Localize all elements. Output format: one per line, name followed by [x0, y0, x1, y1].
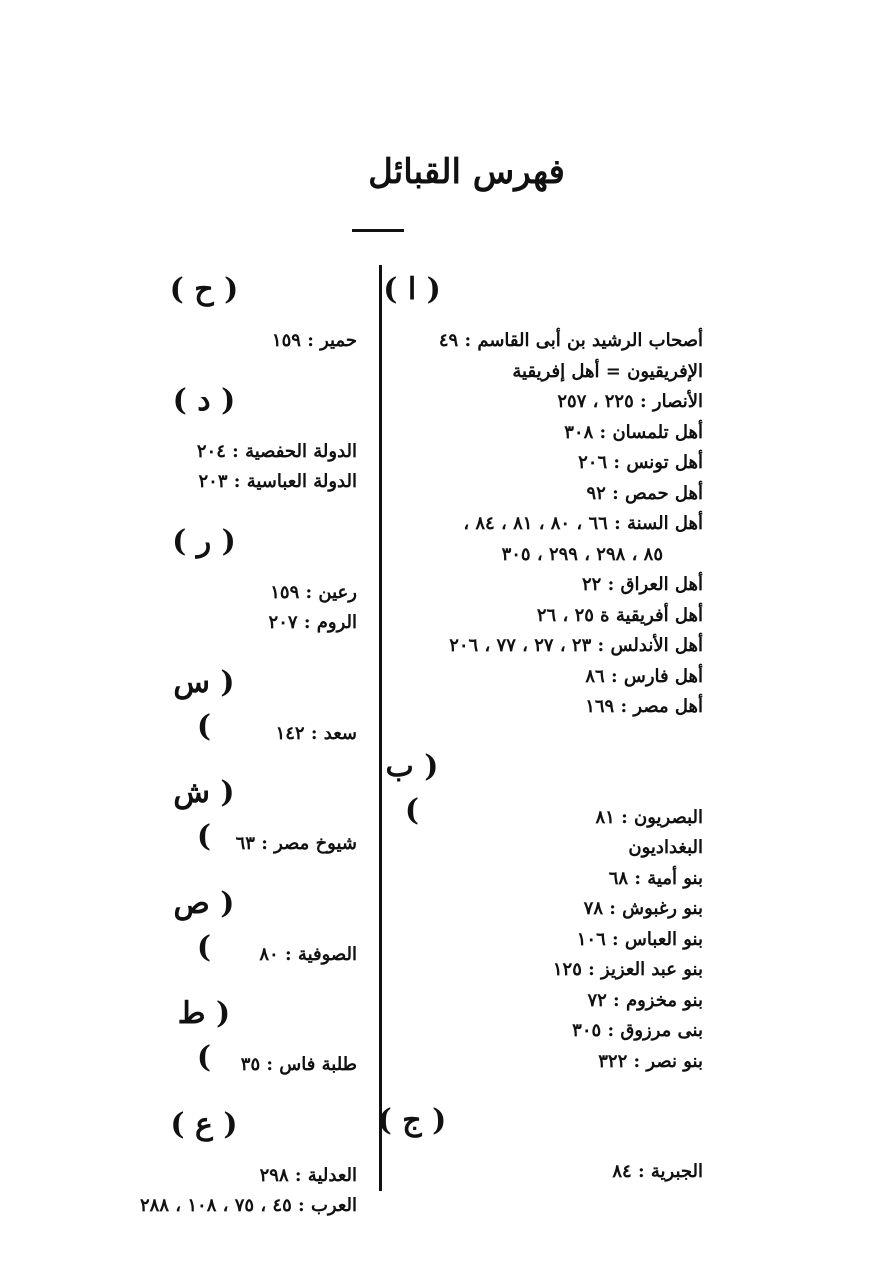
- column-divider: [379, 265, 382, 1191]
- index-entry: بنو عبد العزيز : ١٢٥: [552, 959, 703, 980]
- section-ha-entries: [60, 326, 357, 357]
- index-entry: العدلية : ٢٩٨: [259, 1164, 357, 1186]
- left-column: [60, 268, 357, 1222]
- index-entry: أهل تونس : ٢٠٦: [578, 452, 703, 473]
- index-entry: العرب : ٤٥ ، ٧٥ ، ١٠٨ ، ٢٨٨: [140, 1195, 357, 1216]
- index-entry: شيوخ مصر : ٦٣: [235, 833, 357, 854]
- section-alif-entries: [395, 326, 703, 723]
- index-entry: أهل السنة : ٦٦ ، ٨٠ ، ٨١ ، ٨٤ ،: [463, 513, 703, 534]
- index-entry: أهل العراق : ٢٢: [582, 574, 703, 595]
- index-entry-continuation: ٨٥ ، ٢٩٨ ، ٢٩٩ ، ٣٠٥: [501, 543, 663, 565]
- section-letter-sin: ( س ): [173, 664, 235, 744]
- section-letter-ta: ( ط ): [177, 996, 231, 1075]
- section-letter-ain: ( ع ): [170, 1106, 238, 1142]
- index-entry: أهل الأندلس : ٢٣ ، ٢٧ ، ٧٧ ، ٢٠٦: [449, 635, 703, 656]
- section-ain-entries: [60, 1161, 357, 1222]
- index-entry: الدولة الحفصية : ٢٠٤: [196, 440, 357, 462]
- index-entry: أهل تلمسان : ٣٠٨: [564, 421, 703, 443]
- index-entry: أهل فارس : ٨٦: [585, 665, 703, 687]
- index-entry: بنو العباس : ١٠٦: [576, 928, 703, 950]
- index-entry: الروم : ٢٠٧: [268, 612, 357, 633]
- index-entry: بنو نصر : ٣٢٢: [598, 1050, 703, 1072]
- index-entry: بنو أمية : ٦٨: [608, 867, 703, 889]
- index-entry: أهل حمص : ٩٢: [586, 482, 703, 504]
- section-letter-jim: ( ج ): [377, 1103, 447, 1138]
- index-entry: بنو مخزوم : ٧٢: [587, 989, 703, 1011]
- index-entry: حمير : ١٥٩: [271, 330, 357, 351]
- index-entry: أهل مصر : ١٦٩: [585, 696, 703, 717]
- right-column: [377, 268, 703, 1188]
- section-letter-sad: ( ص ): [173, 885, 235, 965]
- section-jim-entries: [395, 1157, 703, 1188]
- index-entry: الدولة العباسية : ٢٠٣: [198, 471, 357, 492]
- section-letter-ba: ( ب ): [385, 748, 439, 828]
- index-entry: الأنصار : ٢٢٥ ، ٢٥٧: [557, 391, 703, 412]
- title-rule: [352, 229, 404, 232]
- section-letter-shin: ( ش ): [173, 775, 235, 854]
- section-letter-ra: ( ر ): [172, 523, 236, 559]
- index-entry: الإفريقيون = أهل إفريقية: [512, 360, 703, 382]
- section-letter-dal: ( د ): [172, 382, 236, 418]
- index-entry: بنى مرزوق : ٣٠٥: [572, 1020, 703, 1041]
- index-entry: أصحاب الرشيد بن أبى القاسم : ٤٩: [438, 330, 703, 351]
- index-entry: الجبرية : ٨٤: [612, 1161, 703, 1182]
- index-entry: طلبة فاس : ٣٥: [240, 1054, 357, 1075]
- section-ra-entries: [60, 578, 357, 639]
- index-entry: البصريون : ٨١: [595, 806, 703, 828]
- index-entry: رعين : ١٥٩: [270, 581, 357, 603]
- section-ba-entries: [395, 803, 703, 1078]
- section-letter-ha: ( ح ): [169, 272, 239, 307]
- index-entry: سعد : ١٤٢: [275, 722, 357, 744]
- section-letter-alif: ( ا ): [383, 272, 441, 307]
- index-entry: أهل أفريقية ة ٢٥ ، ٢٦: [536, 604, 703, 626]
- index-entry: البغداديون: [628, 837, 703, 858]
- index-entry: بنو رغبوش : ٧٨: [583, 898, 703, 919]
- index-entry: الصوفية : ٨٠: [259, 943, 357, 965]
- section-dal-entries: [60, 437, 357, 498]
- page-title: فهرس القبائل: [368, 152, 565, 192]
